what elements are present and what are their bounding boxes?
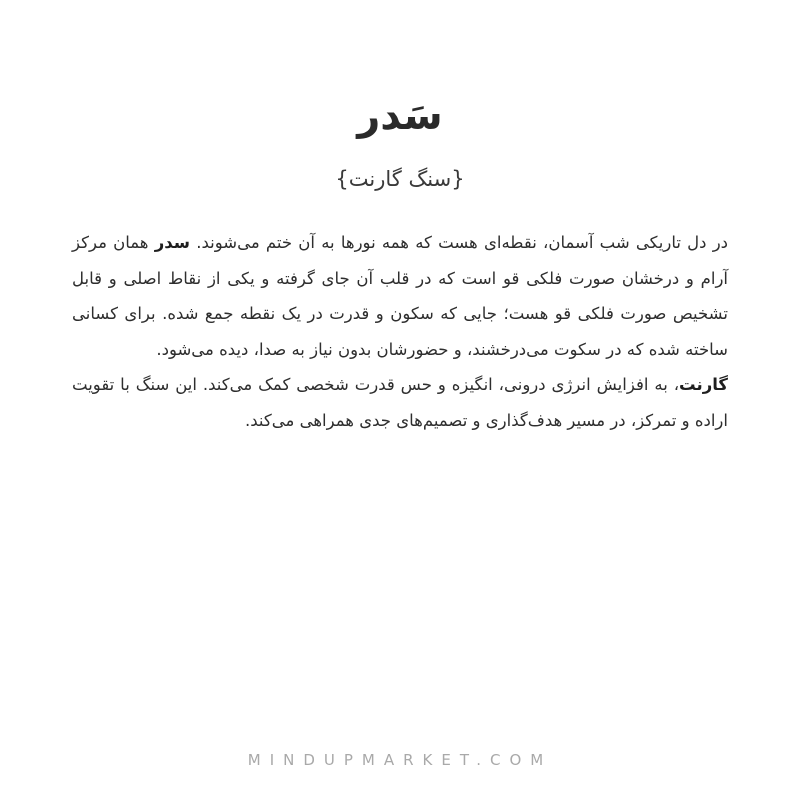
paragraph-sedr-intro: در دل تاریکی شب آسمان، نقطه‌ای هست که همه نورها به آن ختم می‌شوند. (196, 233, 729, 252)
footer-website: MINDUPMARKET.COM (247, 751, 553, 769)
page-title: سَدر (357, 93, 443, 139)
paragraph-garnet (72, 367, 728, 438)
description-body (72, 225, 728, 438)
paragraph-sedr-rest: همان مرکز آرام و درخشان صورت فلکی قو است که در قلب آن جای گرفته و یکی از نقاط اصلی و قابل تشخیص صورت فلکی قو هست؛ جایی که سکون و قدرت در یک نقطه جمع شده. برای کسانی ساخته شده که در سکوت می‌درخشند، و حضورشان بدون نیاز به صدا، دیده می‌شود. (72, 233, 728, 359)
garnet-bold-term: گارنت (679, 375, 728, 394)
sedr-bold-term: سدر (154, 233, 191, 252)
paragraph-garnet-text: ، به افزایش انرژی درونی، انگیزه و حس قدرت شخصی کمک می‌کند. این سنگ با تقویت اراده و تمرکز، در مسیر هدف‌گذاری و تصمیم‌های جدی همراهی می‌کند. (72, 375, 728, 430)
page-subtitle: {سنگ گارنت} (335, 167, 465, 191)
paragraph-sedr (72, 225, 728, 367)
